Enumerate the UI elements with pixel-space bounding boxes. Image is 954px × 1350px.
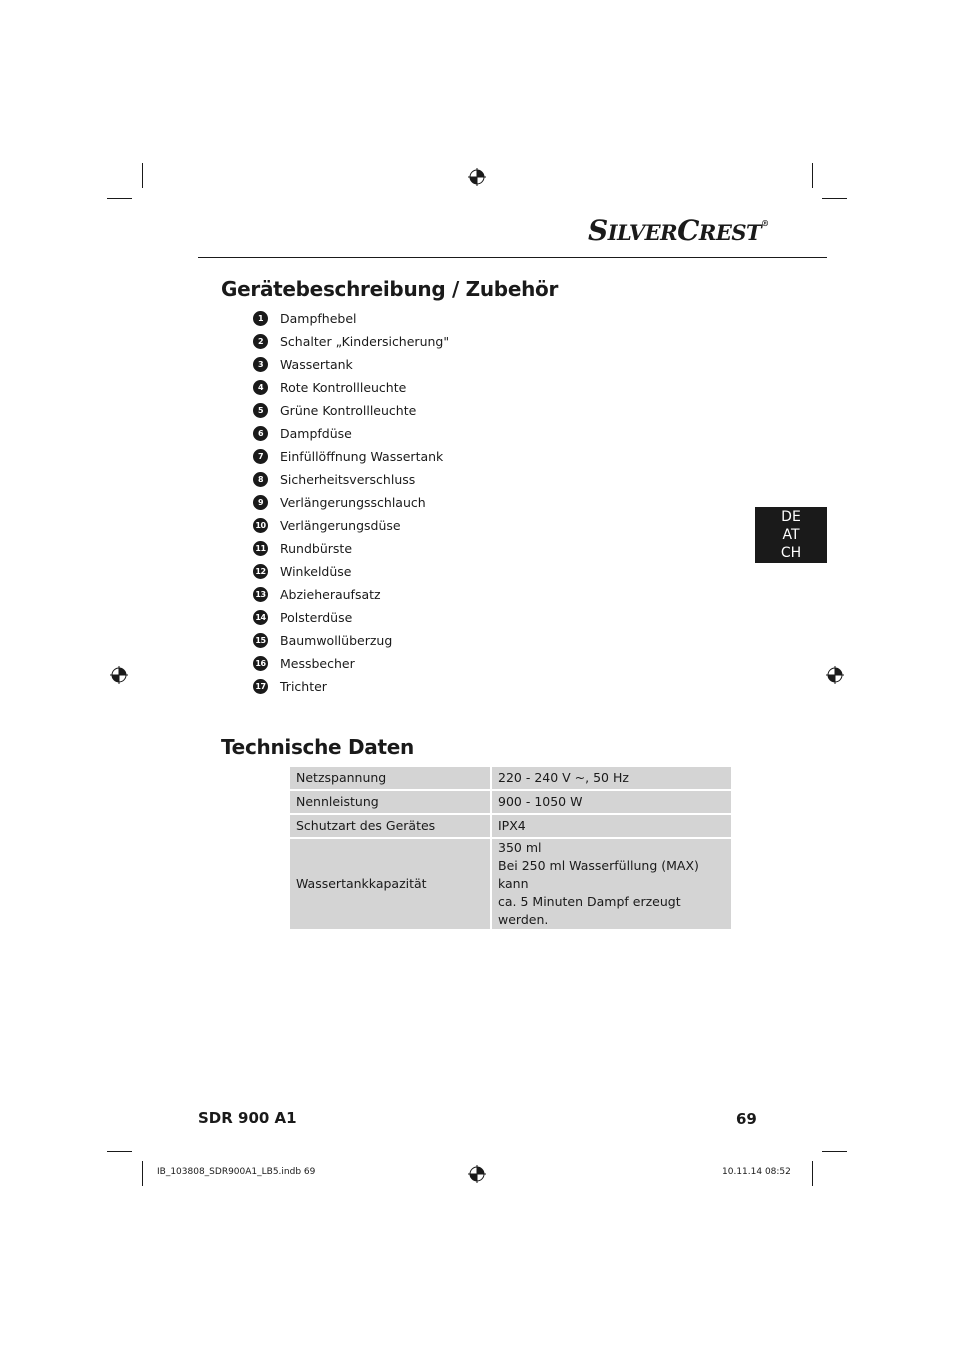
crop-mark — [107, 1151, 132, 1152]
item-label: Trichter — [280, 679, 327, 694]
list-item — [253, 330, 449, 353]
item-label: Abzieheraufsatz — [280, 587, 381, 602]
list-item — [253, 514, 449, 537]
tech-value-line: Bei 250 ml Wasserfüllung (MAX) kann — [498, 858, 699, 891]
slug-file: IB_103808_SDR900A1_LB5.indb 69 — [157, 1167, 316, 1177]
list-item — [253, 583, 449, 606]
registration-mark-icon — [468, 168, 486, 186]
item-number-badge: 15 — [253, 633, 268, 648]
footer-model: SDR 900 A1 — [198, 1109, 297, 1127]
tech-table — [290, 767, 731, 931]
item-label: Schalter „Kindersicherung" — [280, 334, 450, 349]
item-number-badge: 17 — [253, 679, 268, 694]
page-number: 69 — [736, 1110, 757, 1128]
item-label: Sicherheitsverschluss — [280, 472, 416, 487]
item-label: Wassertank — [280, 357, 353, 372]
list-item — [253, 560, 449, 583]
item-number-badge: 12 — [253, 564, 268, 579]
item-label: Winkeldüse — [280, 564, 352, 579]
header-rule — [198, 257, 827, 258]
list-item — [253, 491, 449, 514]
registration-mark-icon — [826, 666, 844, 684]
language-code: CH — [780, 545, 802, 561]
item-label: Verlängerungsdüse — [280, 518, 401, 533]
list-item — [253, 422, 449, 445]
crop-mark — [812, 163, 813, 188]
item-label: Dampfhebel — [280, 311, 357, 326]
item-number-badge: 6 — [253, 426, 268, 441]
item-label: Verlängerungsschlauch — [280, 495, 426, 510]
list-item — [253, 399, 449, 422]
crop-mark — [107, 198, 132, 199]
item-label: Rote Kontrollleuchte — [280, 380, 407, 395]
list-item — [253, 606, 449, 629]
table-row — [290, 767, 731, 791]
list-item — [253, 376, 449, 399]
crop-mark — [142, 1161, 143, 1186]
parts-list — [253, 307, 449, 698]
tech-value — [492, 839, 731, 931]
list-item — [253, 675, 449, 698]
list-item — [253, 537, 449, 560]
list-item — [253, 652, 449, 675]
list-item — [253, 445, 449, 468]
item-number-badge: 3 — [253, 357, 268, 372]
language-code: AT — [782, 527, 800, 543]
item-number-badge: 16 — [253, 656, 268, 671]
tech-key: Nennleistung — [290, 791, 492, 815]
list-item — [253, 307, 449, 330]
tech-value: 220 - 240 V ~, 50 Hz — [492, 767, 731, 791]
tech-value-line: 350 ml — [498, 840, 542, 855]
tech-key: Netzspannung — [290, 767, 492, 791]
item-number-badge: 5 — [253, 403, 268, 418]
brand-logo: SILVERCREST® — [588, 214, 769, 247]
crop-mark — [142, 163, 143, 188]
tech-value: 900 - 1050 W — [492, 791, 731, 815]
item-number-badge: 10 — [253, 518, 268, 533]
item-label: Dampfdüse — [280, 426, 352, 441]
list-item — [253, 468, 449, 491]
table-row — [290, 791, 731, 815]
item-number-badge: 11 — [253, 541, 268, 556]
item-number-badge: 9 — [253, 495, 268, 510]
item-label: Einfüllöffnung Wassertank — [280, 449, 444, 464]
item-number-badge: 8 — [253, 472, 268, 487]
item-label: Messbecher — [280, 656, 355, 671]
item-label: Grüne Kontrollleuchte — [280, 403, 417, 418]
slug-date: 10.11.14 08:52 — [722, 1167, 791, 1177]
item-label: Polsterdüse — [280, 610, 353, 625]
item-number-badge: 2 — [253, 334, 268, 349]
registration-mark-icon — [110, 666, 128, 684]
item-number-badge: 14 — [253, 610, 268, 625]
language-code: DE — [781, 509, 801, 525]
item-label: Rundbürste — [280, 541, 353, 556]
table-row — [290, 839, 731, 931]
list-item — [253, 629, 449, 652]
tech-value-line: ca. 5 Minuten Dampf erzeugt werden. — [498, 894, 681, 927]
crop-mark — [822, 198, 847, 199]
table-row — [290, 815, 731, 839]
item-number-badge: 1 — [253, 311, 268, 326]
section-title-tech: Technische Daten — [221, 735, 414, 759]
item-label: Baumwollüberzug — [280, 633, 393, 648]
section-title-description: Gerätebeschreibung / Zubehör — [221, 277, 559, 301]
crop-mark — [812, 1161, 813, 1186]
tech-value: IPX4 — [492, 815, 731, 839]
tech-key: Wassertankkapazität — [290, 839, 492, 931]
tech-key: Schutzart des Gerätes — [290, 815, 492, 839]
item-number-badge: 7 — [253, 449, 268, 464]
list-item — [253, 353, 449, 376]
language-tab — [755, 507, 827, 563]
item-number-badge: 4 — [253, 380, 268, 395]
registration-mark-icon — [468, 1165, 486, 1183]
crop-mark — [822, 1151, 847, 1152]
item-number-badge: 13 — [253, 587, 268, 602]
